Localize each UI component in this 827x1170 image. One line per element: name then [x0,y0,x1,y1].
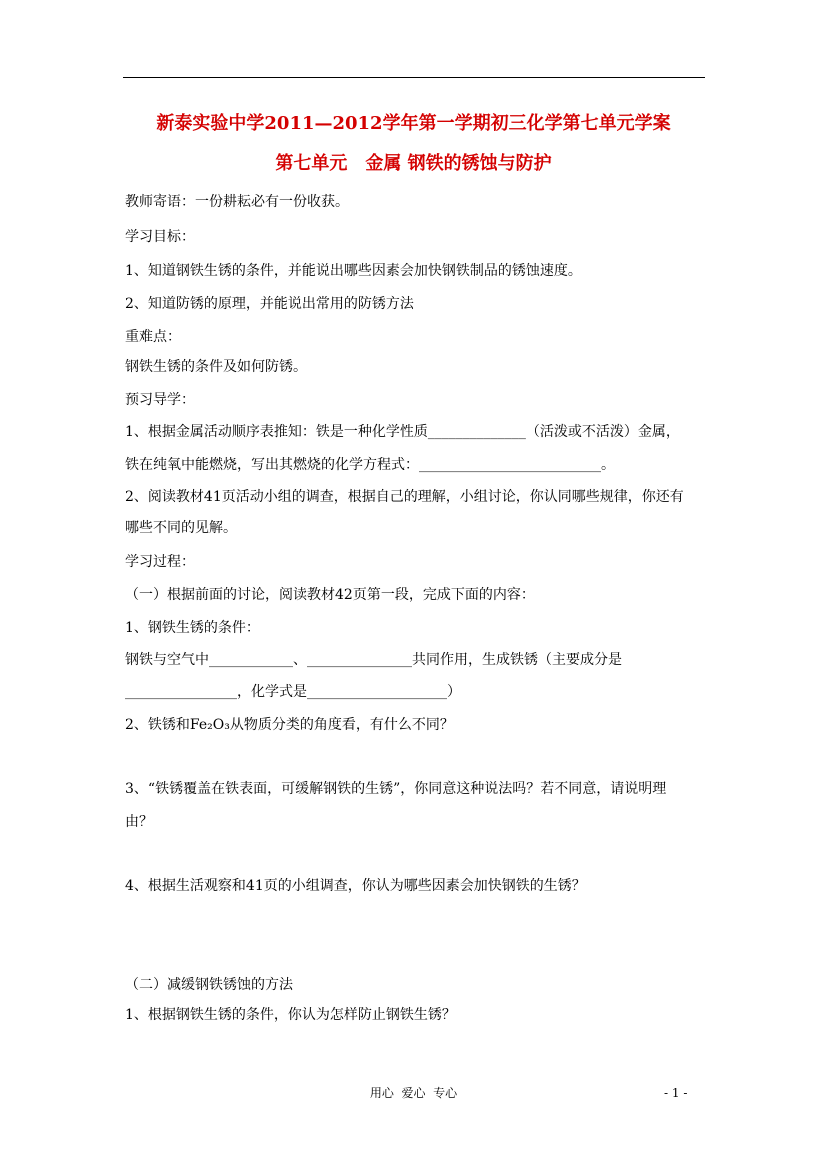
preview-question-continued: 哪些不同的见解。 [125,520,237,536]
subsection-heading: （一）根据前面的讨论，阅读教材42页第一段，完成下面的内容： [125,587,535,603]
header-rule [123,77,705,78]
document-title: 新泰实验中学2011—2012学年第一学期初三化学第七单元学案 [156,113,671,134]
key-points-text: 钢铁生锈的条件及如何防锈。 [125,359,307,375]
preview-question: 2、阅读教材41页活动小组的调查，根据自己的理解，小组讨论，你认同哪些规律，你还有 [125,489,684,505]
preview-question: 1、根据金属活动顺序表推知：铁是一种化学性质______________（活泼或不活泼）金属， [125,424,680,440]
fill-in-line-continued: ________________，化学式是____________________） [125,684,461,700]
section-heading-preview: 预习导学： [125,392,195,408]
question-item: 3、“铁锈覆盖在铁表面，可缓解钢铁的生锈”，你同意这种说法吗？若不同意，请说明理 [125,781,667,797]
teacher-message: 教师寄语：一份耕耘必有一份收获。 [125,194,349,210]
question-item: 1、钢铁生锈的条件： [125,620,260,636]
objective-item: 2、知道防锈的原理，并能说出常用的防锈方法 [125,296,414,312]
question-item-continued: 由？ [125,814,153,830]
page-number: - 1 - [664,1086,688,1100]
question-item: 1、根据钢铁生锈的条件，你认为怎样防止钢铁生锈？ [125,1007,456,1023]
preview-question-continued: 铁在纯氧中能燃烧，写出其燃烧的化学方程式：__________________________。 [125,457,615,473]
section-heading-process: 学习过程： [125,554,195,570]
footer-motto: 用心 爱心 专心 [369,1086,458,1100]
objective-item: 1、知道钢铁生锈的条件，并能说出哪些因素会加快钢铁制品的锈蚀速度。 [125,263,582,279]
question-item: 2、铁锈和Fe₂O₃从物质分类的角度看，有什么不同？ [125,717,454,733]
subsection-heading: （二）减缓钢铁锈蚀的方法 [125,977,293,993]
section-heading-objectives: 学习目标： [125,229,195,245]
fill-in-line: 钢铁与空气中____________、_______________共同作用，生成铁锈（主要成分是 [125,652,622,668]
question-item: 4、根据生活观察和41页的小组调查，你认为哪些因素会加快钢铁的生锈？ [125,878,586,894]
section-heading-key-points: 重难点： [125,329,181,345]
document-subtitle: 第七单元 金属 钢铁的锈蚀与防护 [275,153,552,174]
